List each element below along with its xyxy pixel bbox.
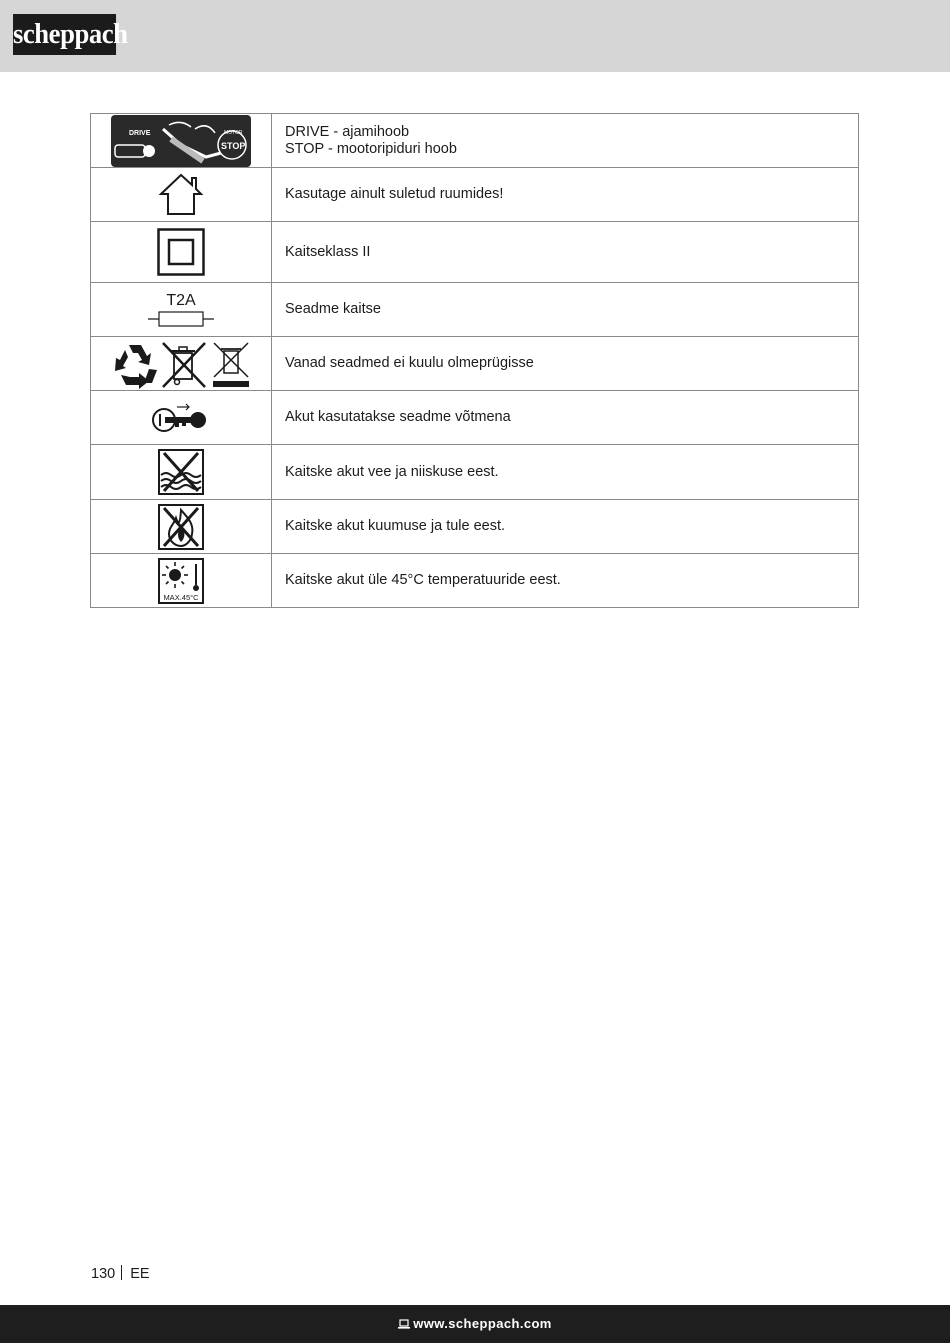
no-water-icon <box>158 449 204 495</box>
scheppach-logo: scheppach <box>13 14 116 55</box>
svg-text:MAX.45°C: MAX.45°C <box>163 592 199 602</box>
table-row <box>91 222 859 283</box>
language-code: EE <box>130 1266 150 1282</box>
table-row <box>91 554 859 608</box>
svg-text:STOP: STOP <box>221 140 246 151</box>
table-row <box>91 114 859 168</box>
drive-stop-lever-icon <box>111 115 251 167</box>
svg-text:DRIVE: DRIVE <box>129 129 151 137</box>
description-text: STOP - mootoripiduri hoob <box>285 140 457 157</box>
table-row <box>91 283 859 337</box>
description-text: Kaitske akut üle 45°C temperatuuride eest. <box>285 572 561 588</box>
svg-text:T2A: T2A <box>166 291 196 309</box>
protection-class-ii-icon <box>157 228 205 276</box>
laptop-icon <box>398 1319 410 1329</box>
recycle-icon <box>115 345 157 389</box>
table-row <box>91 168 859 222</box>
crossed-bin-icon <box>163 343 205 387</box>
separator <box>121 1265 122 1280</box>
website-link[interactable]: www.scheppach.com <box>413 1316 552 1331</box>
page-header <box>0 0 950 72</box>
symbols-table <box>90 113 859 608</box>
max-temperature-icon <box>158 558 204 604</box>
description-text: Kaitseklass II <box>285 243 371 260</box>
description-text: Kaitske akut kuumuse ja tule eest. <box>285 518 506 534</box>
description-text: DRIVE - ajamihoob <box>285 123 410 140</box>
description-text: Vanad seadmed ei kuulu olmeprügisse <box>285 355 534 371</box>
page-number-area <box>91 1265 150 1282</box>
description-text: Kasutage ainult suletud ruumides! <box>285 186 504 202</box>
table-row <box>91 391 859 445</box>
no-fire-icon <box>158 504 204 550</box>
recycling-weee-icon <box>111 339 251 389</box>
indoor-use-house-icon <box>158 173 204 217</box>
crossed-bin-bar-icon <box>213 343 249 387</box>
fuse-icon <box>148 291 214 329</box>
table-row <box>91 445 859 500</box>
table-row <box>91 337 859 391</box>
description-text: Seadme kaitse <box>285 301 381 317</box>
svg-text:MOTOR: MOTOR <box>224 129 243 136</box>
page-footer <box>0 1305 950 1343</box>
table-row <box>91 500 859 554</box>
description-text: Akut kasutatakse seadme võtmena <box>285 409 511 425</box>
page-number: 130 <box>91 1266 116 1282</box>
battery-key-icon <box>151 401 211 435</box>
description-text: Kaitske akut vee ja niiskuse eest. <box>285 463 499 480</box>
